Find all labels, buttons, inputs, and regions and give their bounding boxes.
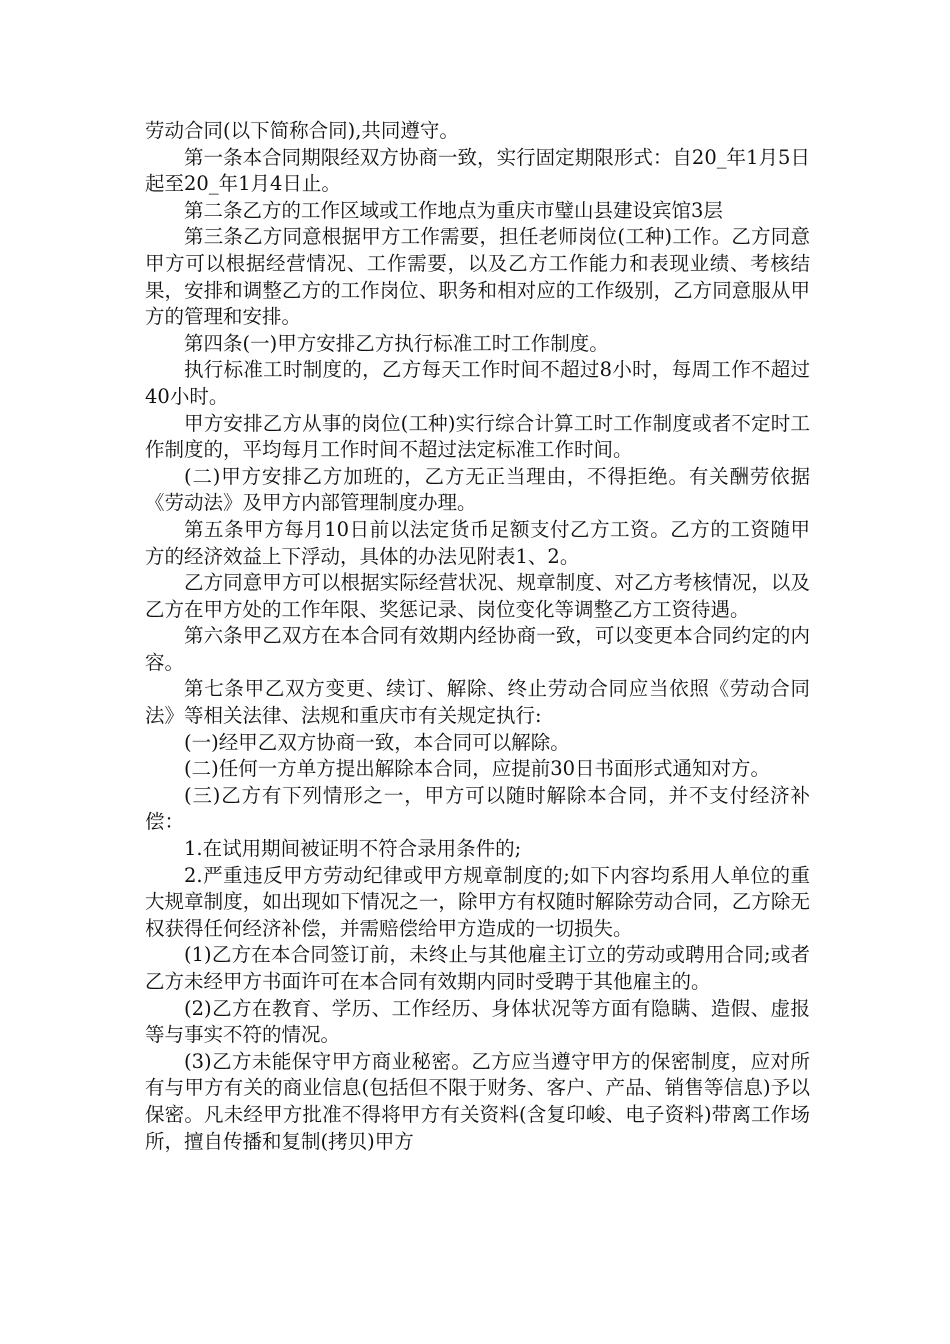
- paragraph: 第五条甲方每月10日前以法定货币足额支付乙方工资。乙方的工资随甲方的经济效益上下浮动，具体的办法见附表1、2。: [145, 517, 810, 568]
- paragraph: (一)经甲乙双方协商一致，本合同可以解除。: [184, 730, 570, 754]
- paragraph: (3)乙方未能保守甲方商业秘密。乙方应当遵守甲方的保密制度，应对所有与甲方有关的商业信息(包括但不限于财务、客户、产品、销售等信息)予以保密。凡未经甲方批准不得将甲方有关资料(含复印峻、电子资料)带离工作场所，擅自传播和复制(拷贝)甲方: [145, 1049, 810, 1153]
- paragraph: 乙方同意甲方可以根据实际经营状况、规章制度、对乙方考核情况，以及乙方在甲方处的工作年限、奖惩记录、岗位变化等调整乙方工资待遇。: [145, 571, 810, 621]
- paragraph: 执行标准工时制度的，乙方每天工作时间不超过8小时，每周工作不超过40小时。: [145, 358, 810, 408]
- paragraph: (2)乙方在教育、学历、工作经历、身体状况等方面有隐瞒、造假、虚报等与事实不符的情况。: [145, 996, 810, 1047]
- paragraph: (二)任何一方单方提出解除本合同，应提前30日书面形式通知对方。: [184, 757, 771, 781]
- paragraph: 第二条乙方的工作区域或工作地点为重庆市璧山县建设宾馆3层: [184, 198, 723, 222]
- paragraph: 劳动合同(以下简称合同),共同遵守。: [145, 119, 459, 142]
- paragraph: 第四条(一)甲方安排乙方执行标准工时工作制度。: [184, 331, 609, 355]
- paragraph: 第一条本合同期限经双方协商一致，实行固定期限形式：自20_年1月5日起至20_年1月4日止。: [145, 145, 810, 196]
- paragraph: 第三条乙方同意根据甲方工作需要，担任老师岗位(工种)工作。乙方同意甲方可以根据经营情况、工作需要，以及乙方工作能力和表现业绩、考核结果，安排和调整乙方的工作岗位、职务和相对应的工作级别，乙方同意服从甲方的管理和安排。: [145, 225, 810, 329]
- paragraph: (1)乙方在本合同签订前，未终止与其他雇主订立的劳动或聘用合同;或者乙方未经甲方书面许可在本合同有效期内同时受聘于其他雇主的。: [145, 943, 810, 993]
- paragraph: (二)甲方安排乙方加班的，乙方无正当理由，不得拒绝。有关酬劳依据《劳动法》及甲方内部管理制度办理。: [145, 464, 810, 515]
- paragraph: 2.严重违反甲方劳动纪律或甲方规章制度的;如下内容均系用人单位的重大规章制度，如出现如下情况之一，除甲方有权随时解除劳动合同，乙方除无权获得任何经济补偿，并需赔偿给甲方造成的一切损失。: [145, 863, 810, 940]
- paragraph: (三)乙方有下列情形之一，甲方可以随时解除本合同，并不支付经济补偿：: [145, 783, 810, 834]
- paragraph: 第七条甲乙双方变更、续订、解除、终止劳动合同应当依照《劳动合同法》等相关法律、法规和重庆市有关规定执行:: [145, 677, 810, 728]
- paragraph: 1.在试用期间被证明不符合录用条件的;: [184, 837, 522, 861]
- paragraph: 甲方安排乙方从事的岗位(工种)实行综合计算工时工作制度或者不定时工作制度的，平均每月工作时间不超过法定标准工作时间。: [145, 411, 810, 462]
- document-page: [145, 118, 810, 1155]
- paragraph: 第六条甲乙双方在本合同有效期内经协商一致，可以变更本合同约定的内容。: [145, 624, 810, 674]
